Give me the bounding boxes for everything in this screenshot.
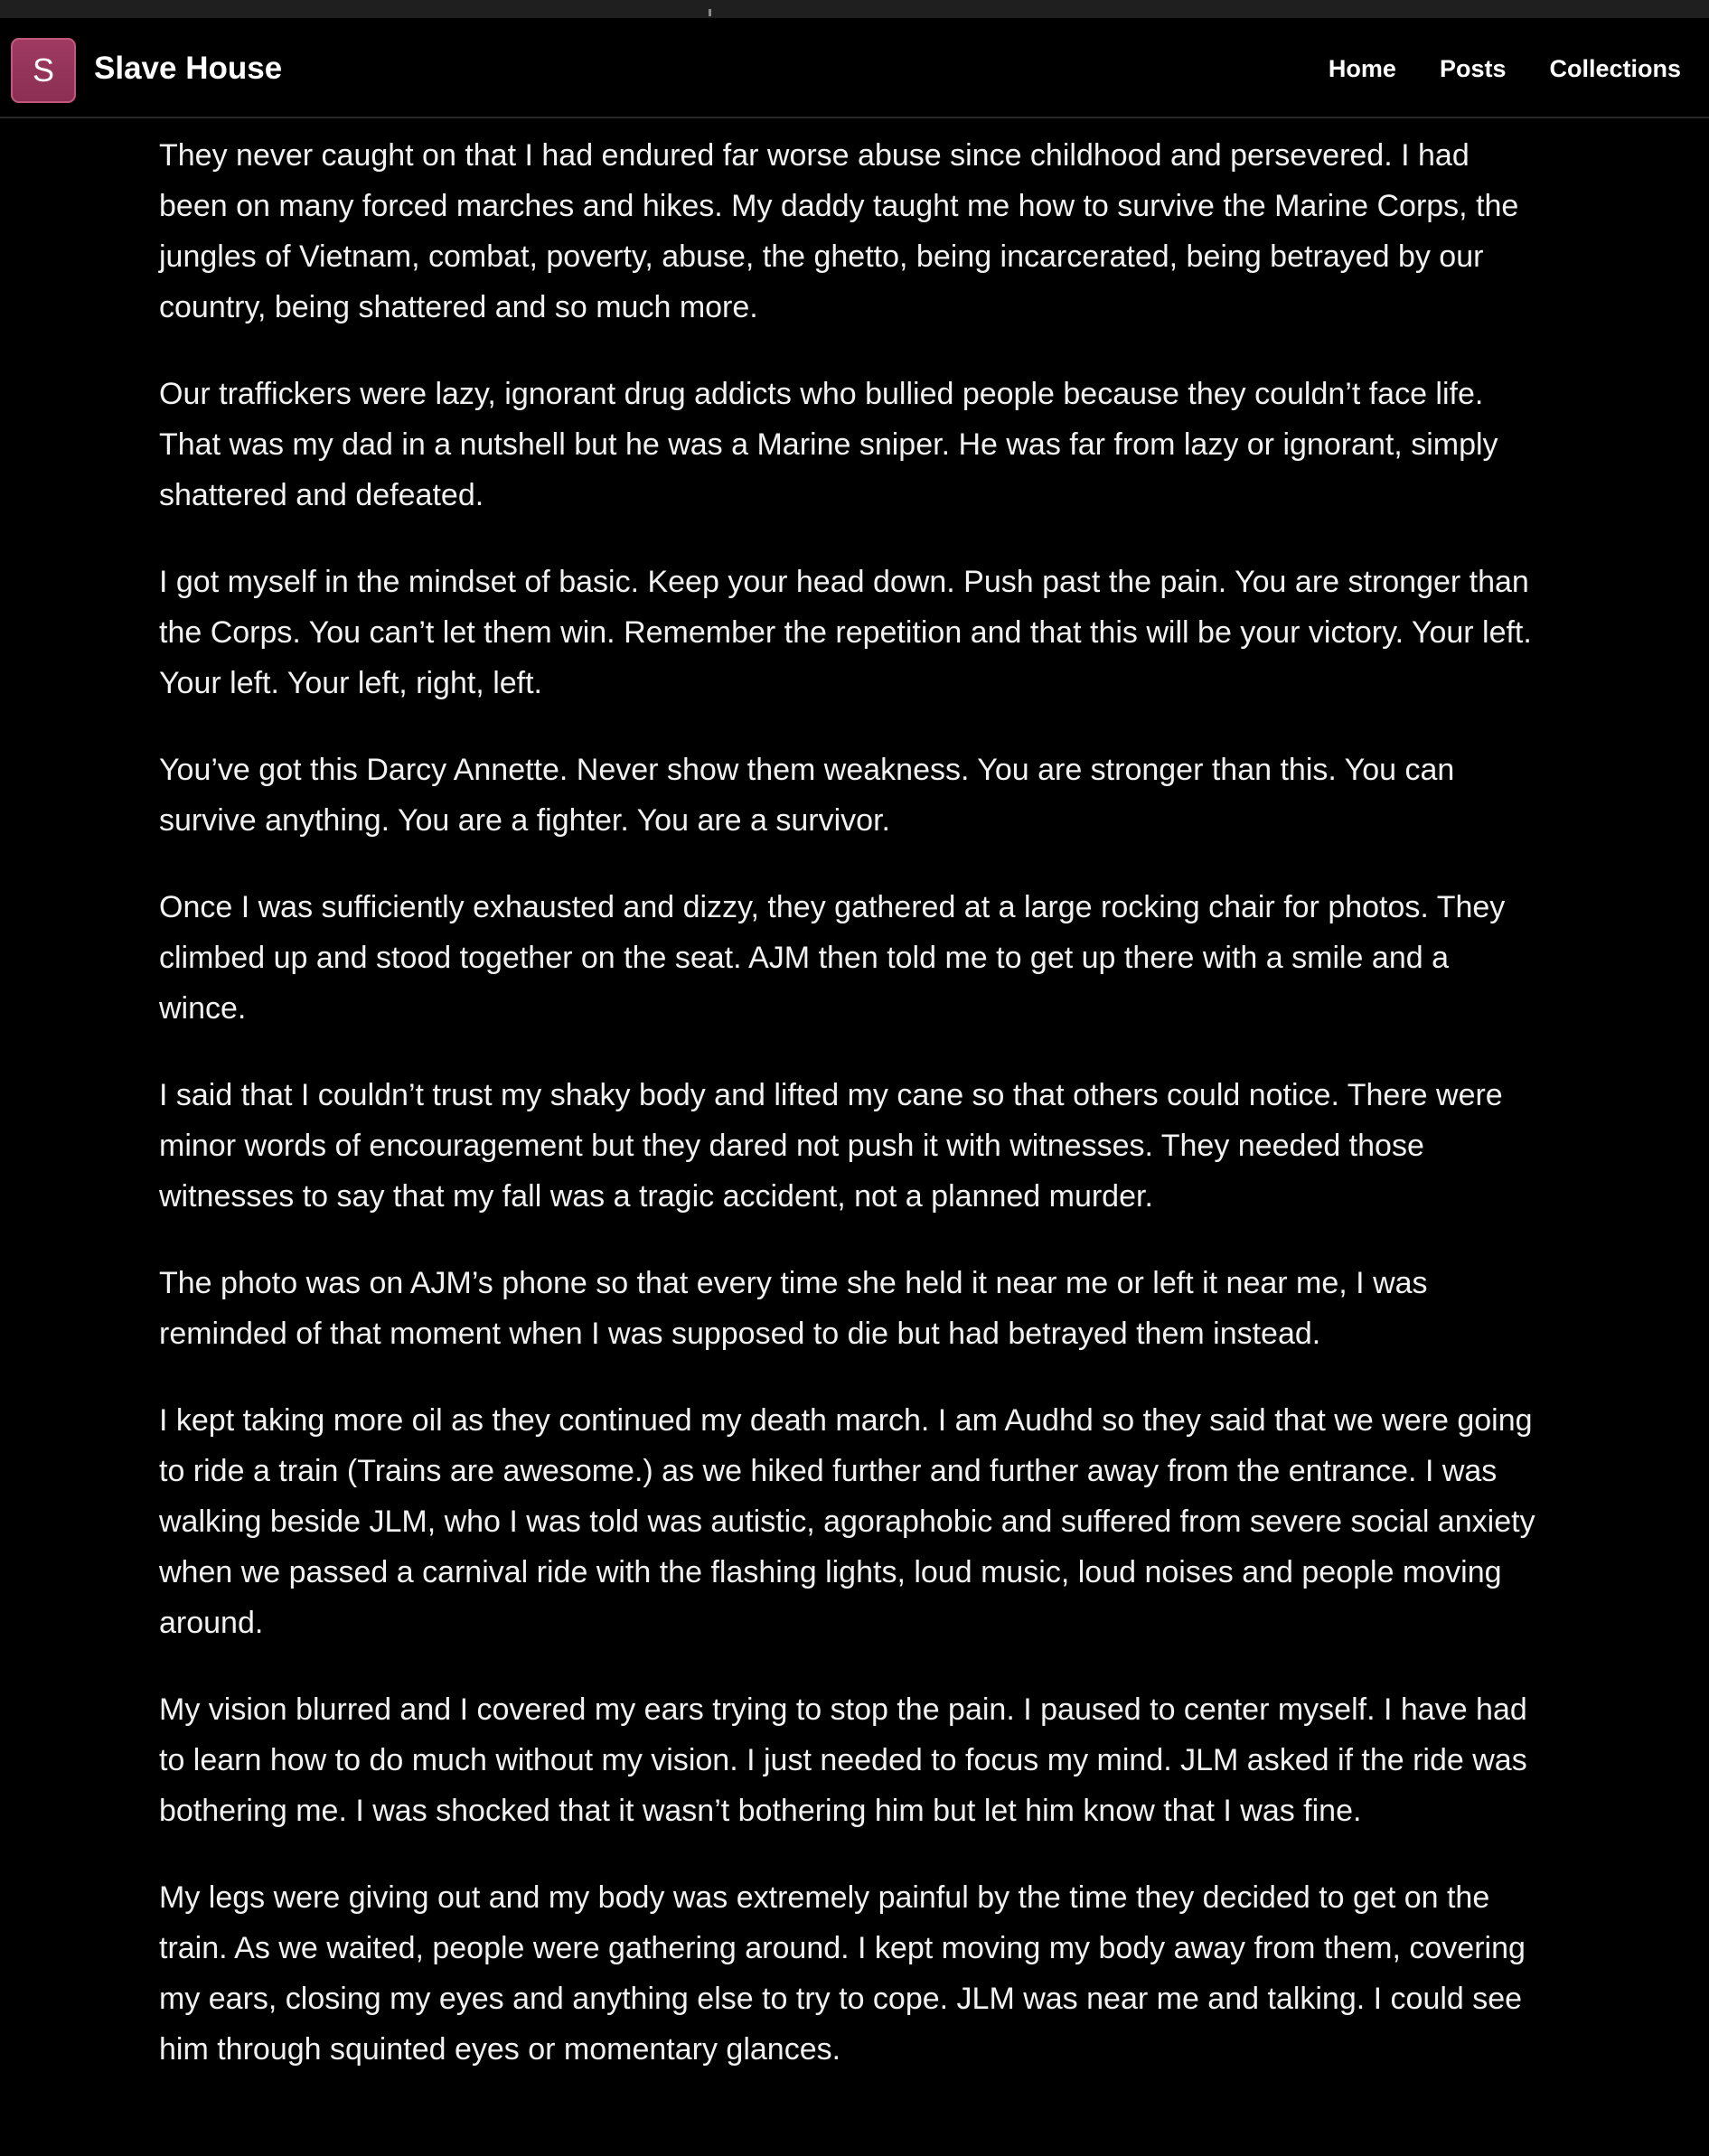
site-title[interactable]: Slave House <box>94 51 283 86</box>
article-paragraph: You’ve got this Darcy Annette. Never show them weakness. You are stronger than this. You can survive anything. You are a fighter. You are a survivor. <box>159 753 1455 838</box>
nav-posts[interactable]: Posts <box>1439 55 1507 82</box>
site-header <box>0 18 1709 118</box>
article-paragraph: I kept taking more oil as they continued my death march. I am Audhd so they said that we were going to ride a train (Trains are awesome.) as we hiked further and further away from the entrance. I was walking beside JLM, who I was told was autistic, agoraphobic and suffered from severe social anxiety when we passed a carnival ride with the flashing lights, loud music, loud noises and people moving around. <box>159 1403 1535 1640</box>
top-strip-mark <box>709 9 711 16</box>
article-paragraph: They never caught on that I had endured far worse abuse since childhood and persevered. I had been on many forced marches and hikes. My daddy taught me how to survive the Marine Corps, the jungles of Vietnam, combat, poverty, abuse, the ghetto, being incarcerated, being betrayed by our country, being shattered and so much more. <box>159 138 1519 324</box>
article-paragraph: I got myself in the mindset of basic. Keep your head down. Push past the pain. You are stronger than the Corps. You can’t let them win. Remember the repetition and that this will be your victory. Your left. Your left. Your left, right, left. <box>159 565 1532 700</box>
article-paragraph: My vision blurred and I covered my ears trying to stop the pain. I paused to center myself. I have had to learn how to do much without my vision. I just needed to focus my mind. JLM asked if the ride was bothering me. I was shocked that it wasn’t bothering him but let him know that I was fine. <box>159 1692 1527 1828</box>
main-nav <box>1329 52 1681 85</box>
article-paragraph: Our traffickers were lazy, ignorant drug addicts who bullied people because they couldn’t face life. That was my dad in a nutshell but he was a Marine sniper. He was far from lazy or ignorant, simply shattered and defeated. <box>159 377 1498 512</box>
article-paragraph: I said that I couldn’t trust my shaky body and lifted my cane so that others could notice. There were minor words of encouragement but they dared not push it with witnesses. They needed those witnesses to say that my fall was a tragic accident, not a planned murder. <box>159 1078 1503 1214</box>
article-paragraph: The photo was on AJM’s phone so that every time she held it near me or left it near me, I was reminded of that moment when I was supposed to die but had betrayed them instead. <box>159 1266 1428 1351</box>
article-body <box>159 130 1542 2111</box>
article-paragraph: Once I was sufficiently exhausted and dizzy, they gathered at a large rocking chair for photos. They climbed up and stood together on the seat. AJM then told me to get up there with a smile and a wince. <box>159 890 1506 1026</box>
nav-home[interactable]: Home <box>1328 55 1396 82</box>
article-paragraph: My legs were giving out and my body was extremely painful by the time they decided to get on the train. As we waited, people were gathering around. I kept moving my body away from them, covering my ears, closing my eyes and anything else to try to cope. JLM was near me and talking. I could see him through squinted eyes or momentary glances. <box>159 1880 1526 2067</box>
nav-collections[interactable]: Collections <box>1549 55 1681 82</box>
browser-top-strip <box>0 0 1709 18</box>
site-logo[interactable]: S <box>11 38 76 103</box>
